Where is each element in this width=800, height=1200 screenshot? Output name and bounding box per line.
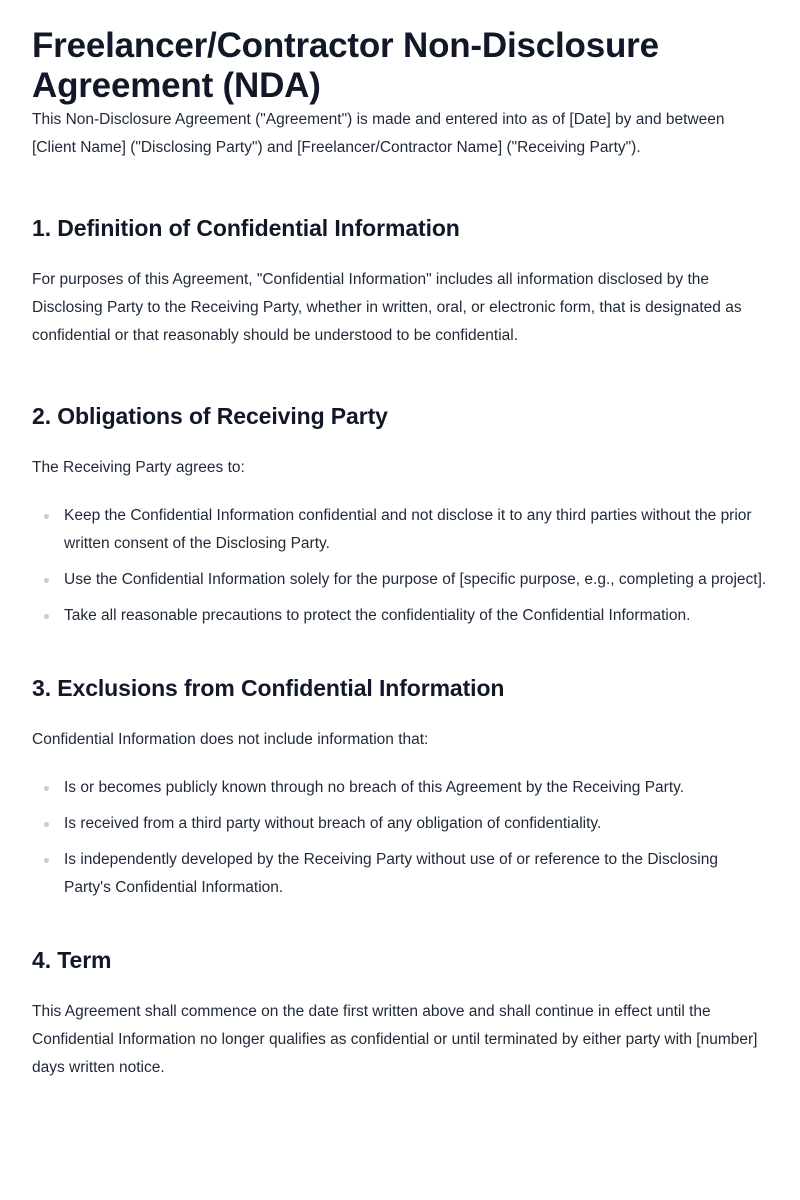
section-paragraph: Confidential Information does not include information that: bbox=[32, 731, 429, 748]
section-obligations bbox=[32, 400, 768, 630]
list-item: Use the Confidential Information solely for the purpose of [specific purpose, e.g., completing a project]. bbox=[32, 566, 768, 594]
section-paragraph: This Agreement shall commence on the date first written above and shall continue in effect until the Confidential Information no longer qualifies as confidential or until terminated by either party with [number] days written notice. bbox=[32, 1003, 758, 1076]
section-exclusions bbox=[32, 672, 768, 902]
section-heading: 2. Obligations of Receiving Party bbox=[32, 403, 388, 429]
exclusions-list bbox=[32, 774, 768, 902]
list-item: Take all reasonable precautions to protect the confidentiality of the Confidential Information. bbox=[32, 602, 768, 630]
section-heading: 1. Definition of Confidential Information bbox=[32, 215, 460, 241]
list-item: Is or becomes publicly known through no breach of this Agreement by the Receiving Party. bbox=[32, 774, 768, 802]
section-paragraph: The Receiving Party agrees to: bbox=[32, 459, 245, 476]
obligations-list bbox=[32, 502, 768, 630]
section-paragraph: For purposes of this Agreement, "Confidential Information" includes all information disclosed by the Disclosing Party to the Receiving Party, whether in written, oral, or electronic form, that is designated as confidential or that reasonably should be understood to be confidential. bbox=[32, 271, 742, 344]
section-definition bbox=[32, 212, 768, 350]
section-term bbox=[32, 944, 768, 1082]
document-title: Freelancer/Contractor Non-Disclosure Agreement (NDA) bbox=[32, 26, 659, 105]
list-item: Is received from a third party without breach of any obligation of confidentiality. bbox=[32, 810, 768, 838]
section-heading: 3. Exclusions from Confidential Information bbox=[32, 675, 505, 701]
section-heading: 4. Term bbox=[32, 947, 112, 973]
list-item: Keep the Confidential Information confidential and not disclose it to any third parties without the prior written consent of the Disclosing Party. bbox=[32, 502, 768, 558]
intro-paragraph: This Non-Disclosure Agreement ("Agreement") is made and entered into as of [Date] by and between [Client Name] ("Disclosing Party") and [Freelancer/Contractor Name] ("Receiving Party"). bbox=[32, 111, 725, 156]
list-item: Is independently developed by the Receiving Party without use of or reference to the Disclosing Party's Confidential Information. bbox=[32, 846, 768, 902]
